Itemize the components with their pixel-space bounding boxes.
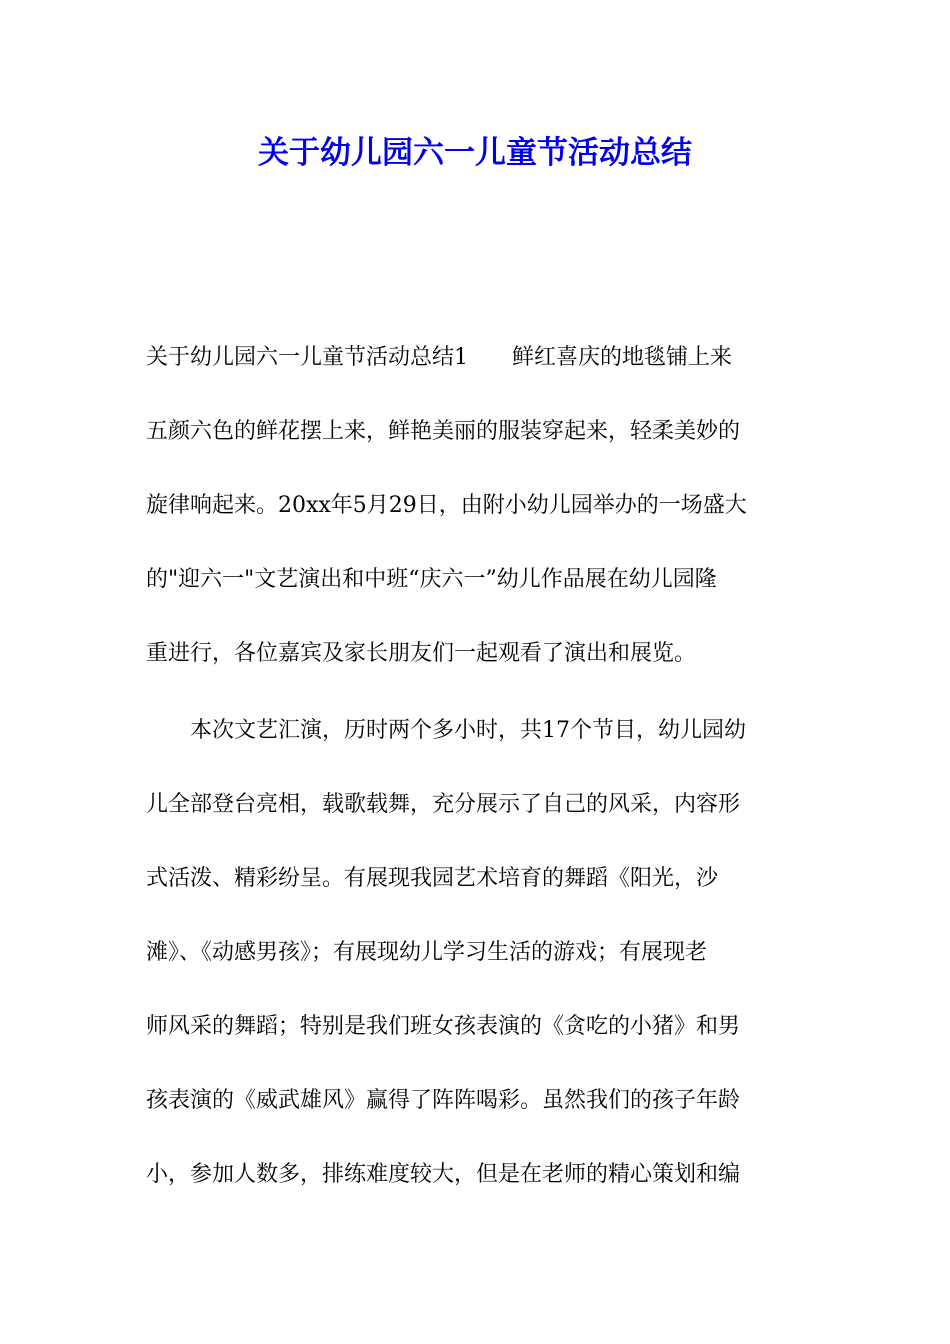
body-line: 本次文艺汇演，历时两个多小时，共17个节目，幼儿园幼 [146, 718, 746, 743]
body-line: 式活泼、精彩纷呈。有展现我园艺术培育的舞蹈《阳光，沙 [146, 866, 719, 891]
document-title: 关于幼儿园六一儿童节活动总结 [258, 135, 692, 171]
body-line: 关于幼儿园六一儿童节活动总结1 鲜红喜庆的地毯铺上来 [146, 345, 732, 370]
body-line: 滩》、《动感男孩》；有展现幼儿学习生活的游戏；有展现老 [146, 940, 708, 965]
body-line: 师风采的舞蹈；特别是我们班女孩表演的《贪吃的小猪》和男 [146, 1014, 741, 1039]
body-line: 旋律响起来。20xx年5月29日，由附小幼儿园举办的一场盛大 [146, 493, 747, 518]
body-line: 五颜六色的鲜花摆上来，鲜艳美丽的服装穿起来，轻柔美妙的 [146, 419, 741, 444]
body-line: 的"迎六一"文艺演出和中班“庆六一”幼儿作品展在幼儿园隆 [146, 567, 717, 592]
body-line: 孩表演的《威武雄风》赢得了阵阵喝彩。虽然我们的孩子年龄 [146, 1088, 741, 1113]
body-line: 儿全部登台亮相，载歌载舞，充分展示了自己的风采，内容形 [146, 792, 741, 817]
body-line: 重进行，各位嘉宾及家长朋友们一起观看了演出和展览。 [146, 641, 697, 666]
body-line: 小，参加人数多，排练难度较大，但是在老师的精心策划和编 [146, 1162, 741, 1187]
